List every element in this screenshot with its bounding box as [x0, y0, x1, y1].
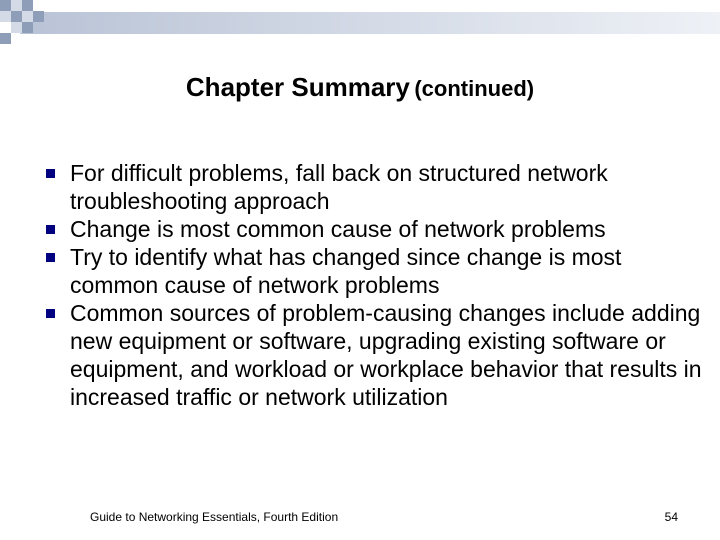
- deco-square: [11, 0, 22, 11]
- header-gradient-bar: [20, 12, 720, 34]
- square-bullet-icon: [46, 225, 55, 234]
- bullet-item: [46, 243, 706, 299]
- bullet-list: [46, 159, 706, 411]
- decorative-header-pattern: [0, 0, 720, 60]
- deco-square: [0, 0, 11, 11]
- deco-square: [22, 22, 33, 33]
- deco-square: [0, 11, 11, 22]
- bullet-text: Try to identify what has changed since change is most common cause of network problems: [70, 244, 622, 298]
- deco-square: [22, 0, 33, 11]
- deco-square: [11, 22, 22, 33]
- bullet-item: [46, 299, 706, 411]
- deco-square: [33, 11, 44, 22]
- square-bullet-icon: [46, 169, 55, 178]
- bullet-item: [46, 159, 706, 215]
- square-bullet-icon: [46, 253, 55, 262]
- slide-title-sub: (continued): [414, 76, 535, 101]
- bullet-text: For difficult problems, fall back on structured network troubleshooting approach: [70, 160, 608, 214]
- deco-square: [11, 11, 22, 22]
- deco-square: [22, 11, 33, 22]
- bullet-item: [46, 215, 706, 243]
- square-bullet-icon: [46, 309, 55, 318]
- deco-square: [0, 33, 11, 44]
- footer-book-title: Guide to Networking Essentials, Fourth Edition: [90, 510, 339, 524]
- bullet-text: Common sources of problem-causing changes include adding new equipment or software, upgrading existing software or equipment, and workload or workplace behavior that results in increased traffic or network utilization: [70, 300, 702, 410]
- bullet-text: Change is most common cause of network problems: [70, 216, 606, 242]
- page-number: 54: [664, 510, 678, 524]
- slide-title: [0, 72, 720, 103]
- slide-title-main: Chapter Summary: [185, 72, 410, 102]
